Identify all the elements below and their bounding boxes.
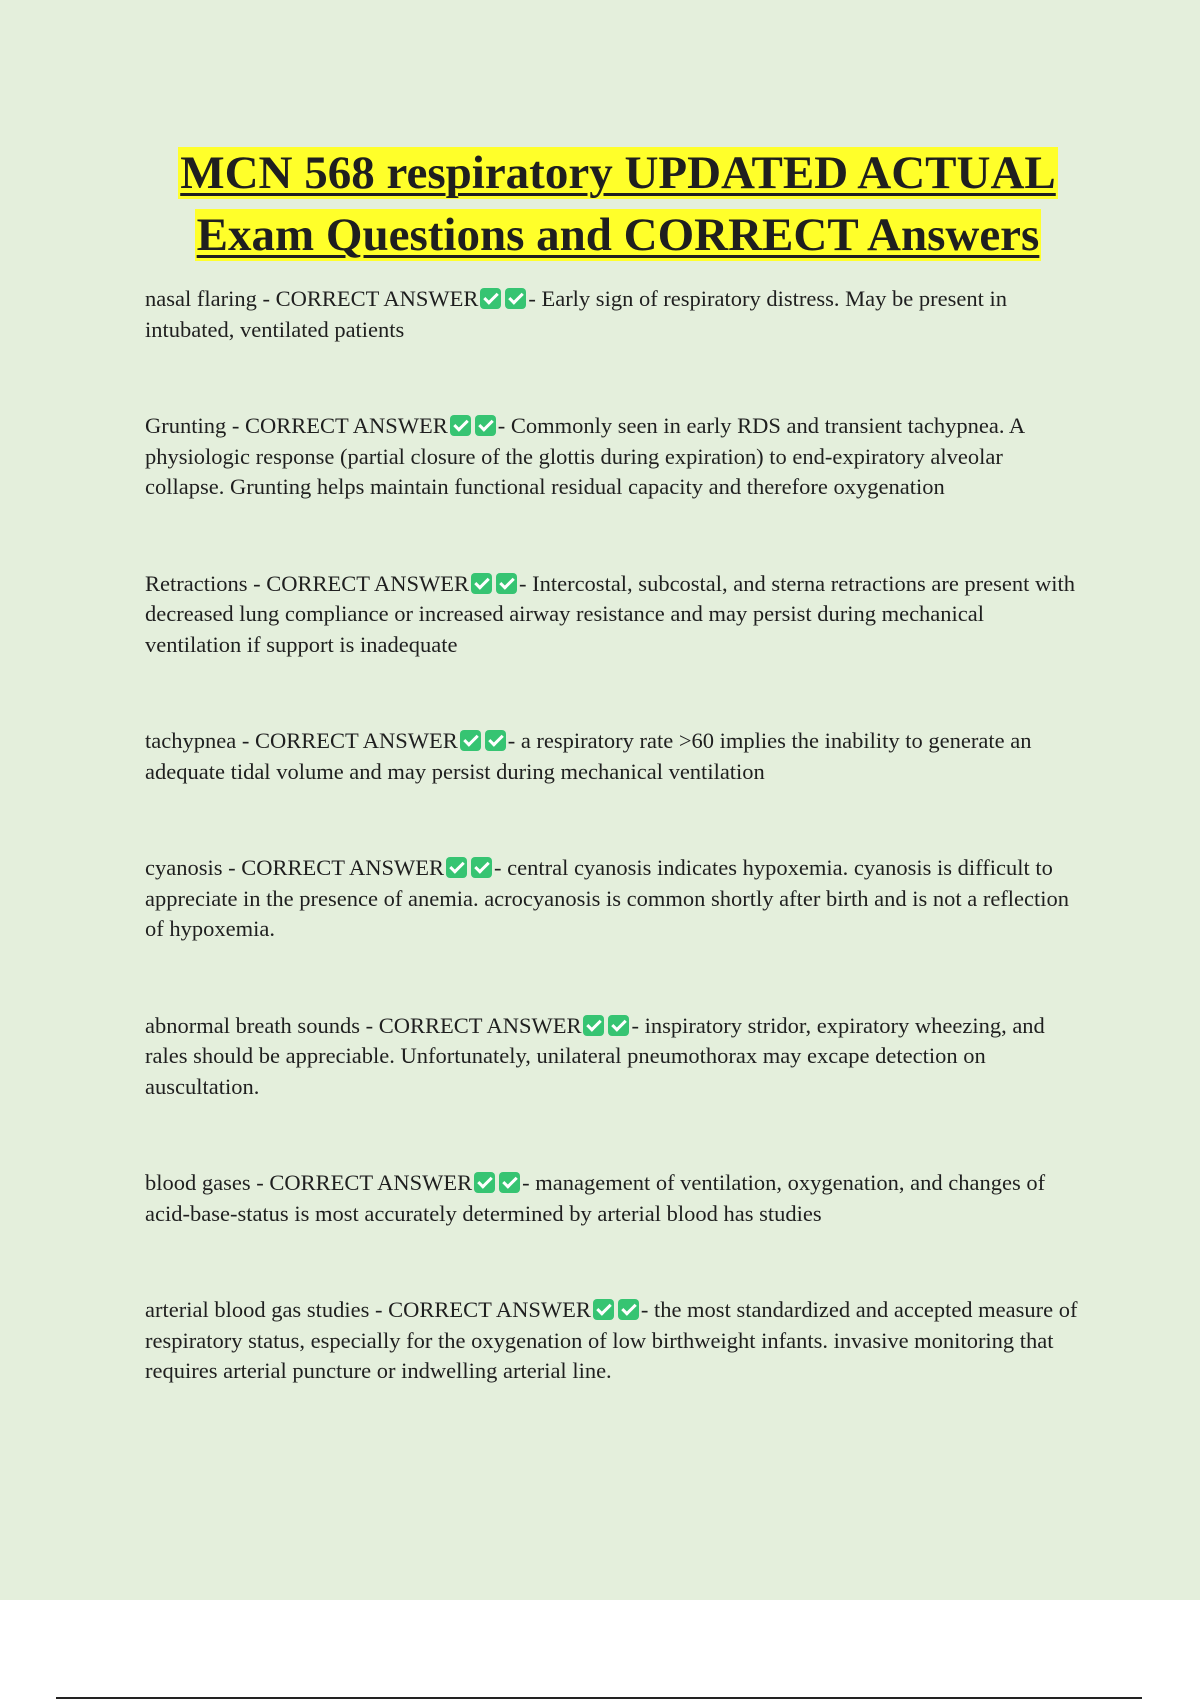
footer-divider — [56, 1697, 1142, 1699]
correct-answer-tag: CORRECT ANSWER — [275, 286, 479, 311]
entry-term: blood gases — [145, 1170, 251, 1195]
check-box-icon — [485, 730, 506, 751]
correct-answer-tag: CORRECT ANSWER — [241, 855, 444, 880]
entry-term: arterial blood gas studies — [145, 1297, 370, 1322]
entry-term: Grunting — [145, 413, 227, 438]
check-box-icon — [505, 288, 526, 309]
check-box-icon — [496, 573, 517, 594]
entry-definition: - Commonly seen in early RDS and transient tachypnea. A physiologic response (partial closure of the glottis during expiration) to end-expiratory alveolar collapse. Grunting helps maintain functional residual capacity and therefore oxygenation — [145, 413, 1024, 499]
check-box-icon — [480, 288, 501, 309]
entry-definition: - Early sign of respiratory distress. May be present in intubated, ventilated patients — [145, 286, 1007, 342]
check-box-icon — [460, 730, 481, 751]
entry-definition: - central cyanosis indicates hypoxemia. cyanosis is difficult to appreciate in the presence of anemia. acrocyanosis is common shortly after birth and is not a reflection of hypoxemia. — [145, 855, 1070, 941]
entry-term: cyanosis — [145, 855, 223, 880]
qa-entry: Grunting - CORRECT ANSWER - Commonly seen in early RDS and transient tachypnea. A physiologic response (partial closure of the glottis during expiration) to end-expiratory alveolar collapse. Grunting helps maintain functional residual capacity and therefore oxygenation — [145, 413, 1024, 499]
entry-definition: - Intercostal, subcostal, and sterna retractions are present with decreased lung compliance or increased airway resistance and may persist during mechanical ventilation if support is inadequate — [145, 570, 1076, 657]
qa-entry: cyanosis - CORRECT ANSWER - central cyanosis indicates hypoxemia. cyanosis is difficult to appreciate in the presence of anemia. acrocyanosis is common shortly after birth and is not a reflection of hypoxemia. — [145, 855, 1070, 941]
correct-answer-tag: CORRECT ANSWER — [269, 1170, 473, 1195]
title-line-2: Exam Questions and CORRECT Answers — [196, 209, 1040, 261]
correct-answer-tag: CORRECT ANSWER — [388, 1297, 591, 1322]
entry-term: nasal flaring — [145, 286, 257, 311]
check-box-icon — [593, 1299, 614, 1320]
document-title — [120, 142, 1116, 266]
qa-entry: nasal flaring - CORRECT ANSWER - Early sign of respiratory distress. May be present in intubated, ventilated patients — [145, 286, 1007, 342]
title-line-1: MCN 568 respiratory UPDATED ACTUAL — [180, 147, 1056, 199]
entry-term: abnormal breath sounds — [145, 1012, 360, 1038]
check-box-icon — [618, 1299, 639, 1320]
qa-entry: tachypnea - CORRECT ANSWER - a respiratory rate >60 implies the inability to generate an adequate tidal volume and may persist during mechanical ventilation — [145, 728, 1032, 784]
check-box-icon — [583, 1015, 604, 1036]
entry-term: tachypnea — [145, 728, 237, 753]
correct-answer-tag: CORRECT ANSWER — [378, 1012, 582, 1038]
check-box-icon — [471, 573, 492, 594]
check-box-icon — [608, 1015, 629, 1036]
correct-answer-tag: CORRECT ANSWER — [254, 728, 458, 753]
check-box-icon — [471, 857, 492, 878]
qa-entry: blood gases - CORRECT ANSWER - management of ventilation, oxygenation, and changes of acid-base-status is most accurately determined by arterial blood has studies — [145, 1170, 1046, 1226]
check-box-icon — [446, 857, 467, 878]
check-box-icon — [450, 415, 471, 436]
check-box-icon — [474, 1172, 495, 1193]
entry-definition: - the most standardized and accepted measure of respiratory status, especially for the oxygenation of low birthweight infants. invasive monitoring that requires arterial puncture or indwelling arterial line. — [145, 1297, 1078, 1383]
entry-definition: - a respiratory rate >60 implies the inability to generate an adequate tidal volume and may persist during mechanical ventilation — [145, 728, 1032, 784]
qa-entry: Retractions - CORRECT ANSWER - Intercostal, subcostal, and sterna retractions are present with decreased lung compliance or increased airway resistance and may persist during mechanical ventilation if support is inadequate — [145, 570, 1076, 657]
correct-answer-tag: CORRECT ANSWER — [245, 413, 448, 438]
entry-definition: - management of ventilation, oxygenation, and changes of acid-base-status is most accurately determined by arterial blood has studies — [145, 1170, 1046, 1226]
qa-entry: abnormal breath sounds - CORRECT ANSWER - inspiratory stridor, expiratory wheezing, and rales should be appreciable. Unfortunately, unilateral pneumothorax may excape detection on auscultation. — [145, 1012, 1045, 1099]
qa-list — [145, 284, 1085, 1453]
qa-entry: arterial blood gas studies - CORRECT ANSWER - the most standardized and accepted measure of respiratory status, especially for the oxygenation of low birthweight infants. invasive monitoring that requires arterial puncture or indwelling arterial line. — [145, 1297, 1078, 1383]
check-box-icon — [475, 415, 496, 436]
correct-answer-tag: CORRECT ANSWER — [266, 570, 469, 596]
entry-term: Retractions — [145, 570, 248, 596]
entry-definition: - inspiratory stridor, expiratory wheezing, and rales should be appreciable. Unfortunately, unilateral pneumothorax may excape detection on auscultation. — [145, 1012, 1045, 1099]
check-box-icon — [499, 1172, 520, 1193]
